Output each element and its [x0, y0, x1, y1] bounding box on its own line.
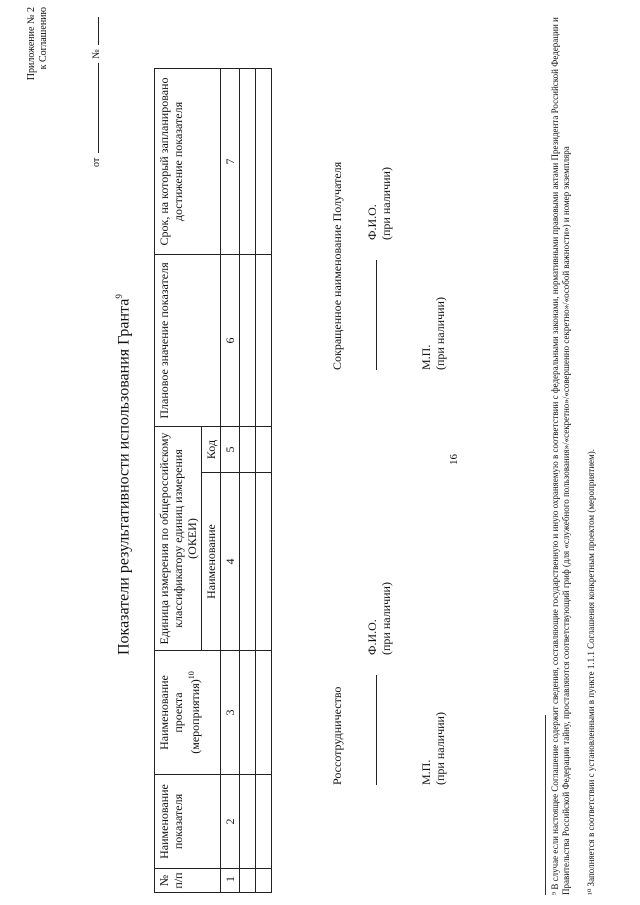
table-column-numbers-row — [221, 69, 240, 893]
page-title-footnote-ref: 9 — [114, 294, 124, 299]
appendix-date-prefix: от — [91, 157, 102, 167]
appendix-header — [26, 7, 50, 105]
table-header-row — [155, 69, 202, 893]
page-title — [114, 294, 133, 655]
table-cell[interactable] — [240, 651, 256, 775]
column-number: 1 — [221, 869, 240, 893]
appendix-date-line — [89, 63, 99, 153]
signature-stamp-right — [419, 162, 447, 370]
header-unit: Единица измерения по общероссийскому классификатору единиц измерения (ОКЕИ) — [155, 427, 202, 651]
signature-stamp-left — [419, 582, 447, 785]
footnote-divider — [545, 715, 546, 895]
footnote-9: ⁹ В случае если настоящее Соглашение содержит сведения, составляющие государственную и иную охраняемую в соответствии с федеральными законами, нормативными правовыми актами Президента Российской Федерации и Правительства Российской Федерации тайну, проставляются соответствующий гриф (для «служебного пользования»/«секретно»/«совершенно секретно»/«особой важности») и номер экземпляра — [550, 17, 571, 895]
header-planned-value: Плановое значение показателя — [155, 255, 221, 427]
footnote-10: ¹⁰ Заполняется в соответствии с установленными в пункте 1.1.1 Соглашения конкретным проектом (мероприятием). — [586, 449, 596, 895]
column-number: 5 — [221, 427, 240, 473]
signature-fio-label-left: Ф.И.О. — [365, 619, 379, 655]
header-deadline: Срок, на который запланировано достижение показателя — [155, 69, 221, 255]
table-cell[interactable] — [240, 427, 256, 473]
table-cell[interactable] — [256, 869, 272, 893]
column-number: 4 — [221, 473, 240, 651]
signature-fio-row-right — [365, 162, 393, 370]
table-cell[interactable] — [240, 869, 256, 893]
signature-fio-note-left: (при наличии) — [379, 582, 393, 655]
table-cell[interactable] — [256, 255, 272, 427]
table-cell[interactable] — [240, 255, 256, 427]
signature-line-right[interactable] — [375, 260, 377, 370]
signature-mp-left: М.П. — [419, 759, 433, 785]
appendix-number — [89, 15, 102, 167]
indicators-table — [154, 68, 272, 893]
signature-fio-left — [365, 582, 393, 655]
appendix-line1: Приложение № 2 — [26, 7, 37, 81]
column-number: 6 — [221, 255, 240, 427]
signature-mp-note-right: (при наличии) — [433, 297, 447, 370]
column-number: 3 — [221, 651, 240, 775]
table-row — [240, 69, 256, 893]
signature-org-right: Сокращенное наименование Получателя — [330, 161, 344, 370]
header-unit-code: Код — [202, 427, 221, 473]
signature-block-right — [330, 162, 447, 370]
table-cell[interactable] — [256, 473, 272, 651]
signature-mp-right: М.П. — [419, 344, 433, 370]
table-cell[interactable] — [256, 775, 272, 869]
header-unit-name: Наименование — [202, 473, 221, 651]
appendix-line2: к Соглашению — [38, 7, 49, 70]
table-row — [256, 69, 272, 893]
header-indicator-name: Наименование показателя — [155, 775, 221, 869]
header-project-footnote-ref: 10 — [187, 671, 196, 680]
table-cell[interactable] — [240, 69, 256, 255]
table-cell[interactable] — [256, 427, 272, 473]
signature-fio-note-right: (при наличии) — [379, 167, 393, 240]
signature-block-left — [330, 582, 447, 785]
signature-fio-row-left — [365, 582, 393, 785]
appendix-number-line — [89, 17, 99, 45]
header-project-name-text: Наименование проекта (мероприятия) — [157, 675, 202, 754]
page-title-text: Показатели результативности использования Гранта — [115, 298, 133, 655]
signature-mp-note-left: (при наличии) — [433, 712, 447, 785]
table-cell[interactable] — [256, 69, 272, 255]
signature-line-left[interactable] — [375, 675, 377, 785]
column-number: 7 — [221, 69, 240, 255]
header-number: № п/п — [155, 869, 221, 893]
appendix-number-label: № — [91, 49, 102, 59]
signature-org-left: Россотрудничество — [330, 686, 344, 785]
signature-fio-label-right: Ф.И.О. — [365, 204, 379, 240]
table-cell[interactable] — [240, 775, 256, 869]
header-project-name — [155, 651, 221, 775]
column-number: 2 — [221, 775, 240, 869]
table-cell[interactable] — [240, 473, 256, 651]
signature-fio-right — [365, 167, 393, 240]
page-number: 16 — [448, 454, 460, 465]
table-cell[interactable] — [256, 651, 272, 775]
